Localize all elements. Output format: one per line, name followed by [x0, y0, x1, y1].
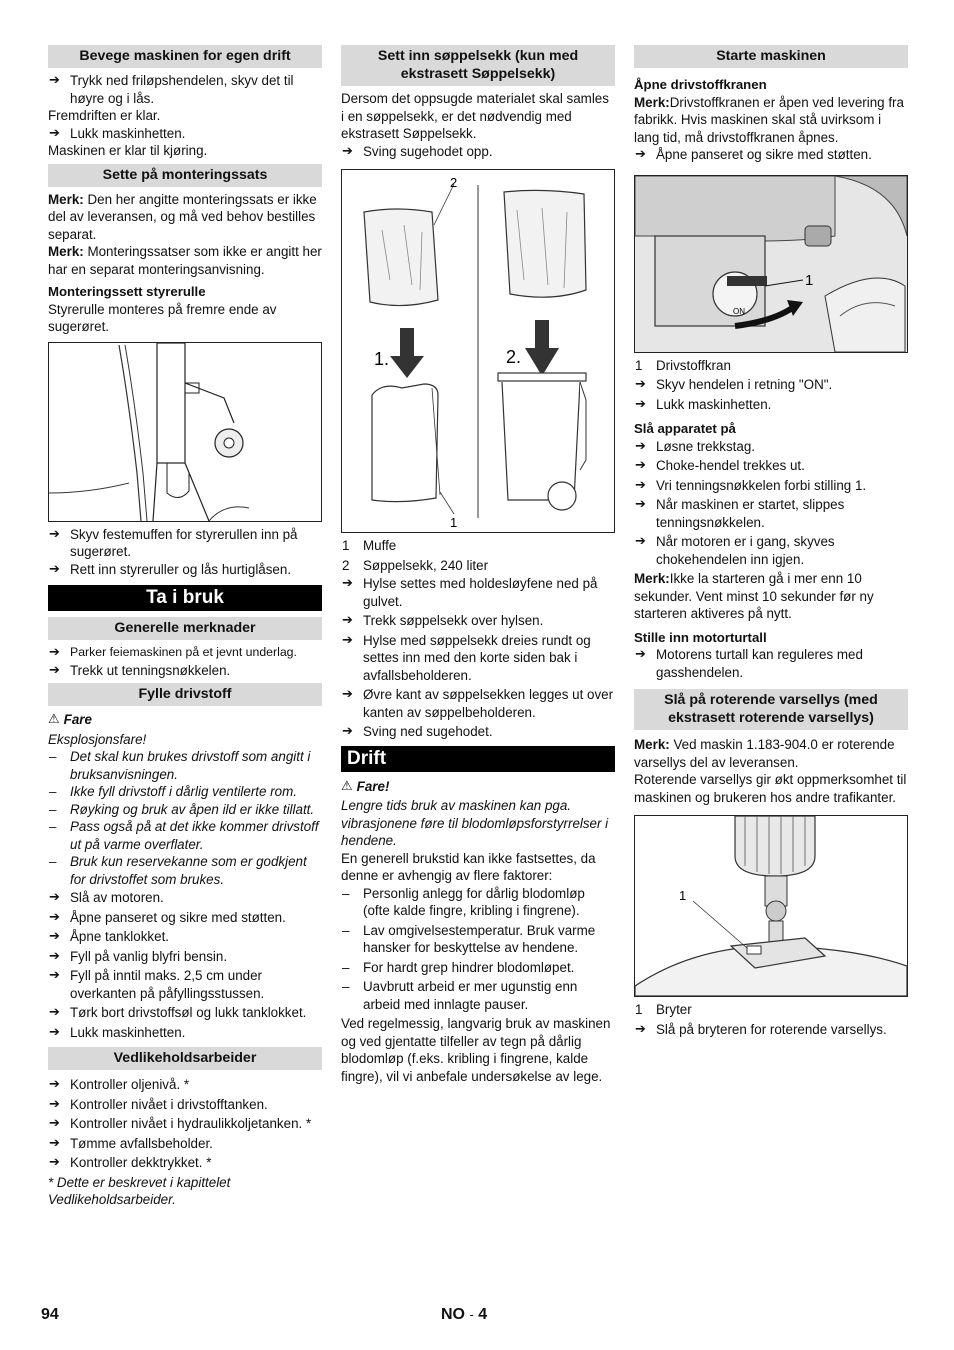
section-page-marker — [441, 1306, 487, 1324]
legend-item — [341, 557, 615, 575]
note-text: Ikke la starteren gå i mer enn 10 sekunder. Vent minst 10 sekunder før ny starteren aktiveres på nytt. — [634, 571, 874, 621]
step: ➔ Åpne panseret og sikre med støtten. — [634, 146, 908, 164]
step: ➔ Skyv festemuffen for styrerullen inn på sugerøret. — [48, 526, 322, 561]
step: ➔ Sving sugehodet opp. — [341, 143, 615, 161]
garbage-bag-illustration — [342, 170, 614, 532]
fuel-valve-illustration — [635, 176, 907, 352]
legend-item — [341, 537, 615, 555]
legend-number: 1 — [635, 1002, 643, 1017]
note — [634, 94, 908, 147]
step: ➔ Lukk maskinhetten. — [48, 1024, 322, 1042]
step: ➔ Fyll på inntil maks. 2,5 cm under overkanten på påfyllingsstussen. — [48, 967, 322, 1002]
section-page-number: 4 — [478, 1306, 488, 1323]
legend-item — [634, 357, 908, 375]
step: ➔ Trekk ut tenningsnøkkelen. — [48, 662, 322, 680]
step: ➔ Tørk bort drivstoffsøl og lukk tanklokket. — [48, 1004, 322, 1022]
subheading-fuel-valve: Åpne drivstoffkranen — [634, 77, 767, 92]
legend-number: 1 — [342, 538, 350, 553]
paragraph: Roterende varsellys gir økt oppmerksomhet til maskinen og brukeren hos andre trafikanter. — [634, 772, 907, 805]
step: ➔ Når motoren er i gang, skyves chokehendelen inn igjen. — [634, 533, 908, 568]
section-heading-start: Starte maskinen — [634, 45, 908, 68]
step: ➔ Øvre kant av søppelsekken legges ut over kanten av søppelbeholderen. — [341, 686, 615, 721]
column-left — [48, 45, 322, 1209]
note-label: Merk: — [634, 94, 670, 110]
warning-light-illustration — [635, 816, 907, 996]
paragraph: Dersom det oppsugde materialet skal samles i en søppelsekk, er det nødvendig med ekstrasett Søppelsekk. — [341, 91, 609, 141]
legend-item — [634, 1001, 908, 1019]
column-middle — [341, 45, 615, 1085]
step: ➔ Når maskinen er startet, slippes tenningsnøkkelen. — [634, 496, 908, 531]
warning-title: Eksplosjonsfare! — [48, 731, 147, 747]
step: ➔ Hylse settes med holdesløyfene ned på gulvet. — [341, 575, 615, 610]
paragraph: Styrerulle monteres på fremre ende av sugerøret. — [48, 301, 277, 334]
list-item: – Uavbrutt arbeid er mer ugunstig enn arbeid med innlagte pauser. — [341, 978, 615, 1013]
step: ➔ Slå på bryteren for roterende varsellys. — [634, 1021, 908, 1039]
figure-callout: 1 — [805, 271, 814, 289]
step: ➔ Trykk ned friløpshendelen, skyv det til høyre og i lås. — [48, 72, 322, 107]
figure-legend — [341, 537, 615, 574]
note-label: Merk: — [48, 244, 84, 259]
legend-text: Bryter — [656, 1002, 692, 1017]
step: ➔ Skyv hendelen i retning "ON". — [634, 376, 908, 394]
page-number: 94 — [41, 1306, 59, 1323]
figure-warning-light — [634, 815, 908, 997]
legend-text: Drivstoffkran — [656, 357, 731, 373]
language-code: NO — [441, 1306, 465, 1323]
step: ➔ Rett inn styreruller og lås hurtiglåsen. — [48, 561, 322, 579]
warning-item: – Pass også på at det ikke kommer drivstoff ut på varme overflater. — [48, 818, 322, 853]
footnote: * Dette er beskrevet i kapittelet Vedlikeholdsarbeider. — [48, 1174, 231, 1207]
step: ➔ Vri tenningsnøkkelen forbi stilling 1. — [634, 477, 908, 495]
figure-fuel-valve — [634, 175, 908, 353]
note-label: Merk: — [634, 571, 670, 586]
warning-list — [48, 748, 322, 888]
note — [48, 243, 322, 278]
warning-triangle-icon: ⚠ — [48, 712, 60, 727]
column-right — [634, 45, 908, 1038]
legend-number: 2 — [342, 557, 350, 573]
warning-item: – Røyking og bruk av åpen ild er ikke tillatt. — [48, 801, 322, 819]
figure-guide-roller — [48, 342, 322, 522]
step: ➔ Åpne panseret og sikre med støtten. — [48, 909, 322, 927]
warning-item: – Det skal kun brukes drivstoff som angitt i bruksanvisningen. — [48, 748, 322, 783]
step: ➔ Tømme avfallsbeholder. — [48, 1135, 322, 1153]
step: ➔ Fyll på vanlig blyfri bensin. — [48, 948, 322, 966]
note-text: Ved maskin 1.183-904.0 er roterende varsellys del av leveransen. — [634, 737, 895, 770]
note-text: Drivstoffkranen er åpen ved levering fra fabrikk. Hvis maskinen skal stå uvirksom i lang tid, må drivstoffkranen åpnes. — [634, 94, 904, 145]
section-heading-maintenance: Vedlikeholdsarbeider — [48, 1047, 322, 1070]
note-text: Monteringssatser som ikke er angitt her har en separat monteringsanvisning. — [48, 244, 322, 277]
separator: - — [469, 1307, 474, 1322]
figure-callout: 1 — [679, 888, 687, 903]
step: ➔ Hylse med søppelsekk dreies rundt og settes inn med den korte siden bak i avfallsbeholderen. — [341, 632, 615, 685]
step: ➔ Parker feiemaskinen på et jevnt underlag. — [48, 644, 322, 662]
figure-step-label: 1. — [374, 349, 390, 369]
warning-triangle-icon: ⚠ — [341, 778, 353, 794]
warning-item: – Ikke fyll drivstoff i dårlig ventilerte rom. — [48, 783, 322, 801]
section-heading-move: Bevege maskinen for egen drift — [48, 45, 322, 68]
legend-text: Muffe — [363, 538, 397, 553]
list-item: – For hardt grep hindrer blodomløpet. — [341, 959, 615, 977]
step: ➔ Åpne tanklokket. — [48, 928, 322, 946]
step: ➔ Kontroller nivået i hydraulikkoljetanken. * — [48, 1115, 322, 1133]
step: ➔ Motorens turtall kan reguleres med gasshendelen. — [634, 646, 908, 681]
note — [634, 736, 908, 771]
warning-item: – Bruk kun reservekanne som er godkjent for drivstoffet som brukes. — [48, 853, 322, 888]
subheading-switch-on: Slå apparatet på — [634, 421, 736, 436]
step: ➔ Kontroller oljenivå. * — [48, 1076, 322, 1094]
note-label: Merk: — [634, 737, 670, 752]
note — [48, 191, 322, 244]
warning-heading — [341, 778, 615, 796]
figure-garbage-bag — [341, 169, 615, 533]
section-heading-bag: Sett inn søppelsekk (kun med ekstrasett Søppelsekk) — [341, 45, 615, 86]
step: ➔ Choke-hendel trekkes ut. — [634, 457, 908, 475]
valve-on-label: ON — [733, 306, 745, 316]
step: ➔ Løsne trekkstag. — [634, 438, 908, 456]
chapter-heading-drift: Drift — [341, 746, 615, 772]
legend-text: Søppelsekk, 240 liter — [363, 557, 489, 573]
step: ➔ Lukk maskinhetten. — [634, 396, 908, 414]
list-item: – Lav omgivelsestemperatur. Bruk varme hansker for beskyttelse av hendene. — [341, 922, 615, 957]
step: ➔ Trekk søppelsekk over hylsen. — [341, 612, 615, 630]
warning-text: Lengre tids bruk av maskinen kan pga. vibrasjonene føre til blodomløpsforstyrrelser i hendene. — [341, 798, 609, 848]
warning-heading — [48, 711, 322, 729]
warning-label: Fare! — [356, 778, 390, 794]
step: ➔ Kontroller dekktrykket. * — [48, 1154, 322, 1172]
warning-label: Fare — [63, 712, 92, 727]
paragraph: Fremdriften er klar. — [48, 108, 161, 123]
paragraph: Maskinen er klar til kjøring. — [48, 143, 208, 158]
guide-roller-illustration — [49, 343, 321, 521]
figure-callout: 1 — [450, 515, 458, 530]
step: ➔ Sving ned sugehodet. — [341, 723, 615, 741]
paragraph: En generell brukstid kan ikke fastsettes, da denne er avhengig av flere faktorer: — [341, 850, 596, 883]
subheading-rpm: Stille inn motorturtall — [634, 629, 767, 645]
note-text: Den her angitte monteringssats er ikke del av leveransen, og må ved behov bestilles separat. — [48, 191, 317, 242]
section-heading-warning-light: Slå på roterende varsellys (med ekstrasett roterende varsellys) — [634, 689, 908, 730]
list-item: – Personlig anlegg for dårlig blodomløp (ofte kalde fingre, kribling i fingrene). — [341, 885, 615, 920]
note-label: Merk: — [48, 191, 84, 207]
factor-list — [341, 885, 615, 1014]
section-heading-general: Generelle merknader — [48, 617, 322, 640]
step: ➔ Slå av motoren. — [48, 889, 322, 907]
paragraph: Ved regelmessig, langvarig bruk av maskinen og ved gjentatte tilfeller av tegn på dårlig blodomløp (f.eks. kribling i fingrene, kalde fingre), vil vi anbefale undersøkelse av lege. — [341, 1016, 611, 1084]
figure-step-label: 2. — [506, 347, 522, 367]
step: ➔ Lukk maskinhetten. — [48, 125, 322, 143]
note — [634, 570, 908, 623]
chapter-heading-ta-i-bruk: Ta i bruk — [48, 585, 322, 611]
legend-number: 1 — [635, 357, 643, 373]
subheading-styrerulle: Monteringssett styrerulle — [48, 284, 206, 299]
figure-callout: 2 — [450, 175, 458, 190]
section-heading-fuel: Fylle drivstoff — [48, 683, 322, 706]
step: ➔ Kontroller nivået i drivstofftanken. — [48, 1096, 322, 1114]
section-heading-mount: Sette på monteringssats — [48, 164, 322, 187]
